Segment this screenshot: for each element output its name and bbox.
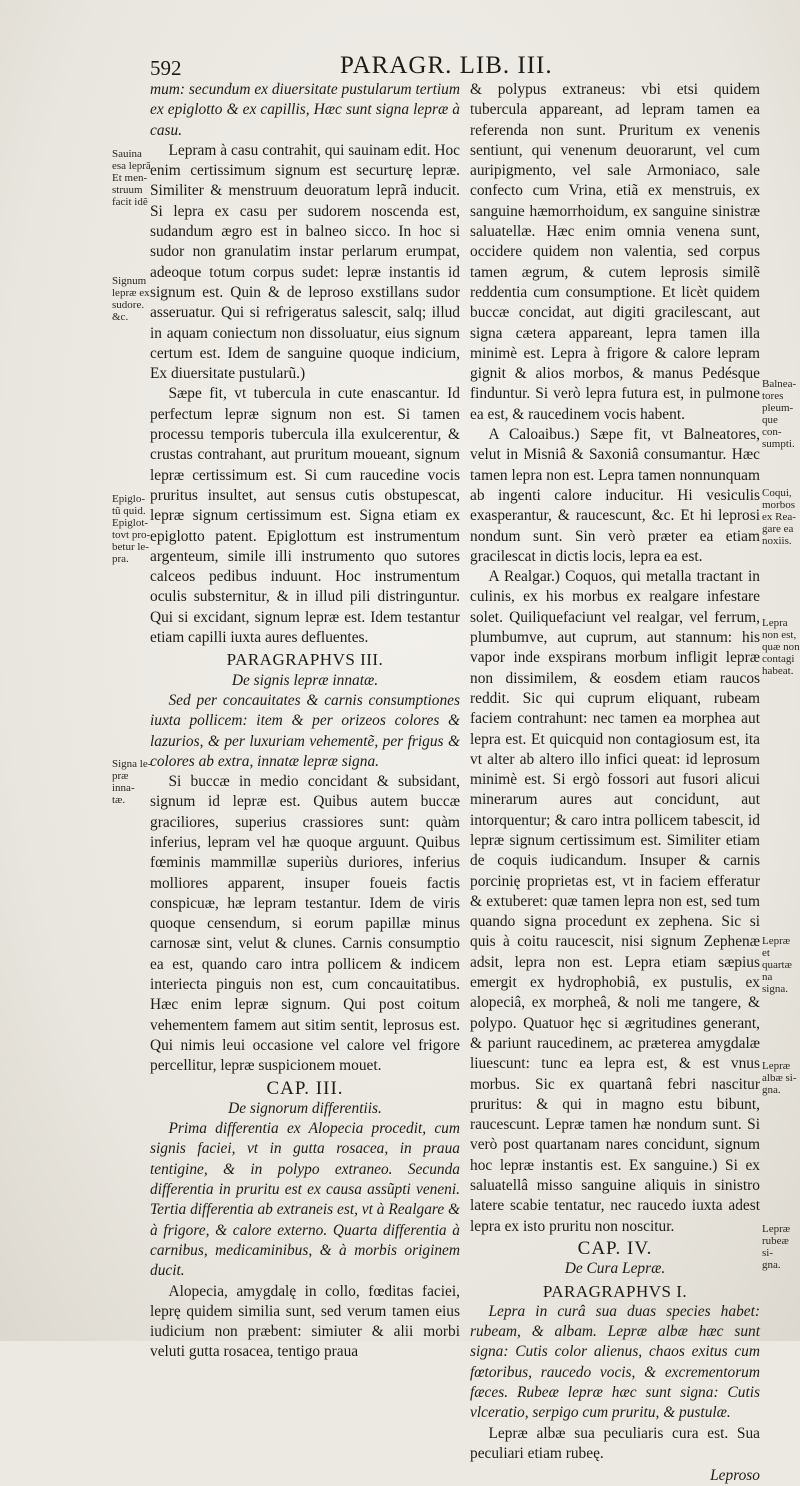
paragraph: A Caloaibus.) Sæpe fit, vt Balneatores, velut in Misniâ & Saxoniâ consumantur. Hæc tamen lepra non est. Lepra tamen nonnunquam ab ingenti calore inducitur. Hi vesiculis exasperantur, & raucescunt, &c. Et hi leprosi nondum sunt. Sin verò præter ea etiam gracilescat in dictis locis, lepra ea est. xyxy=(470,426,760,565)
right-column xyxy=(470,80,760,1486)
margin-note: Lepræ et quartæ na signa. xyxy=(762,935,792,995)
margin-note: Signum lepræ ex sudore. &c. xyxy=(112,275,150,323)
running-title: PARAGR. LIB. III. xyxy=(340,52,553,79)
paragraph: & polypus extraneus: vbi etsi quidem tubercula appareant, ad lepram tamen ea referenda non sunt. Pruritum ex venenis sentiunt, qui venenum deuorarunt, vel cum auripigmento, vel sale Armoniaco, sale confecto cum Vrina, etiã ex menstruis, ex sanguine hæmorrhoidum, ex sanguine sinistræ saluatellæ. Hæc enim omnia venena sunt, occidere quidem non valentia, sed corpus tamen ægrum, & cutem leprosis similẽ reddentia cum consumptione. Et licèt quidem buccæ concidat, aut digiti gracilescant, aut signa cætera appareant, lepra tamen illa minimè est. Lepra à frigore & calore lepram gignit & alios morbos, & manus Pedésque finduntur. Si verò lepra futura est, in pulmone ea est, & raucedinem vocis habent. xyxy=(470,81,760,423)
chapter-subheading: De Cura Lepræ. xyxy=(564,1260,666,1278)
paragraph: Sæpe fit, vt tubercula in cute enascantur. Id perfectum lepræ signum non est. Si tamen processu temporis tubercula illa exulcerentur, & crustas contrahant, aut pruritum moueant, signum lepræ certissimum est. Si cum raucedine vocis pruritus insultet, aut sensus cutis obstupescat, lepræ signum certissimum est. Signa etiam ex epiglotto patent. Epiglottum est instrumentum argenteum, simile illi instrumento quo sutores calceos pedibus induunt. Hoc instrumentum oculis substernitur, & in illud pili distringuntur. Qui si excidant, signum lepræ est. Idem testantur etiam capilli iuxta aures defluentes. xyxy=(150,385,460,647)
chapter-heading: CAP. III. xyxy=(266,1077,344,1099)
margin-note: Epiglo- tũ quid. Epiglot- tovt pro- betur le- pra. xyxy=(112,493,151,565)
left-column xyxy=(150,80,460,1363)
paragraph: A Realgar.) Coquos, qui metalla tractant in culinis, ex his morbus ex realgare infestare solet. Quiliquefaciunt vel realgar, vel ferrum, plumbumve, aut cuprum, aut stannum: his vapor inde exspirans morbum infligit lepræ non dissimilem, & eosdem etiam raucos reddit. Sic qui cuprum eliquant, rubeam faciem contrahunt: nec tamen ea morphea aut lepra est. Et quicquid non contagiosum est, ita vt alter ab altero illo infici queat: id leprosum minimè est. Si ergò fossori aut fusori alicui minerarum aures aut concidunt, aut intorquentur; & caro intra pollicem tabescit, id lepræ signum certissimum est. Similiter etiam de coquis iudicandum. Insuper & carnis porcinię proprietas est, vt in faciem efferatur & extuberet: quæ tamen lepra non est, sed tum quando signa procedunt ex zephena. Sic si quis à coitu raucescit, nisi signum Zephenæ adsit, lepra non est. Lepra etiam sæpius emergit ex hydrophobiâ, ex pustulis, ex alopeciâ, ex morpheâ, & noli me tangere, & polypo. Quatuor hęc si ægritudines generant, & pariunt raucedinem, ac præterea amygdalæ liuescunt: tunc ea lepra est, & est vnus morbus. Sic ex quartanâ febri nascitur pruritus: & qui in magno estu bibunt, raucescunt. Lepræ tamen hæ nondum sunt. Si verò post quartanam nares concidunt, signum hoc lepræ instantis est. Ex sanguine.) Si ex saluatellâ misso sanguine aliquis in sinistro latere scabie tentatur, nec raucedo iuxta adest lepra ex isto pruritu non noscitur. xyxy=(470,568,760,1235)
page-header xyxy=(150,52,770,82)
paragraph: Lepræ albæ sua peculiaris cura est. Sua peculiari etiam rubeę. xyxy=(470,1424,760,1462)
margin-note: Signa le- præ inna- tæ. xyxy=(112,758,152,806)
chapter-heading: CAP. IV. xyxy=(577,1237,653,1259)
page-number: 592 xyxy=(150,56,182,80)
margin-note: Coqui, morbos ex Rea- gare ea noxiis. xyxy=(762,487,796,547)
chapter-summary: Prima differentia ex Alopecia procedit, cum signis faciei, vt in gutta rosacea, in praua tentigine, & in polypo extraneo. Secunda differentia in pruritu est ex causa assũpti veneni. Tertia differentia ab extraneis est, vt à Realgare & à frigore, & calore externo. Quarta differentia à carnibus, medicaminibus, & à morbis originem ducit. xyxy=(150,1120,460,1280)
margin-note: Lepræ rubeæ si- gna. xyxy=(762,1223,791,1271)
section-summary: Sed per concauitates & carnis consumptiones iuxta pollicem: item & per orizeos colores & lazurios, & per luxuriam vehementẽ, per frigus & colores ab extra, innatæ lepræ signa. xyxy=(150,691,460,770)
margin-note: Sauina esa leprã Et men- struum facit idẽ xyxy=(112,148,151,208)
margin-note: Balnea- tores pleum- que con- sumpti. xyxy=(762,378,797,450)
section-subheading: De signis lepræ innatæ. xyxy=(231,671,379,689)
paragraph: Alopecia, amygdalę in collo, fœditas faciei, leprę quidem similia sunt, sed verum tamen eius iudicium non præbent: simiuter & alii morbi veluti gutta rosacea, tentigo praua xyxy=(150,1282,460,1361)
paragraph: Si buccæ in medio concidant & subsidant, signum id lepræ est. Quibus autem buccæ graciliores, superius crassiores sunt: quàm inferius, lepram vel hæ quoque arguunt. Quibus fœminis mammillæ superiùs duriores, inferius molliores apparent, insuper foueis factis conspicuæ, hæ lepram testantur. Idem de viris quoque censendum, si eorum papillæ minus carnosæ sint, velut & clunes. Carnis consumptio ea est, quando caro intra pollicem & indicem interiecta pinguis non est, cum concauitatibus. Hæc enim lepræ signum. Qui post coitum vehementem famem aut sitim sentit, leprosus est. Qui nimis leui occasione vel calore vel frigore percellitur, lepræ suspicionem mouet. xyxy=(150,773,460,1075)
section-heading: PARAGRAPHVS I. xyxy=(542,1281,688,1301)
paragraph: Lepram à casu contrahit, qui sauinam edit. Hoc enim certissimum signum est securturę lepræ. Similiter & menstruum deuoratum leprã inducit. Si lepra ex casu per sudorem noscenda est, sudandum ægro est in balneo sicco. In hoc si sudor non granulatim instar perlarum erumpat, adeoque totum corpus sudet: lepræ instantis id signum est. Quin & de leproso exstillans sudor asseruatur. Qui si refrigeratus salescit, salq; illud in aquam coniectum non dissoluatur, eius signum certum est. Idem de sanguine quoque indicium, Ex diuersitate pustularũ.) xyxy=(150,141,460,383)
chapter-subheading: De signorum differentiis. xyxy=(228,1099,382,1117)
margin-note: Lepræ albæ si- gna. xyxy=(762,1060,797,1096)
section-heading: PARAGRAPHVS III. xyxy=(226,650,384,670)
intro-text: mum: secundum ex diuersitate pustularum tertium ex epiglotto & ex capillis, Hæc sunt signa lepræ à casu. xyxy=(150,81,460,139)
catchword: Leproso xyxy=(710,1467,760,1485)
margin-note: Lepra non est, quæ non contagi habeat. xyxy=(762,617,800,677)
section-summary: Lepra in curâ sua duas species habet: rubeam, & albam. Lepræ albæ hæc sunt signa: Cutis color alienus, chaos exitus cum fœtoribus, raucedo vocis, & excrementorum fæces. Rubeæ lepræ hæc sunt signa: Cutis vlceratio, serpigo cum pruritu, & pustulæ. xyxy=(470,1302,760,1422)
